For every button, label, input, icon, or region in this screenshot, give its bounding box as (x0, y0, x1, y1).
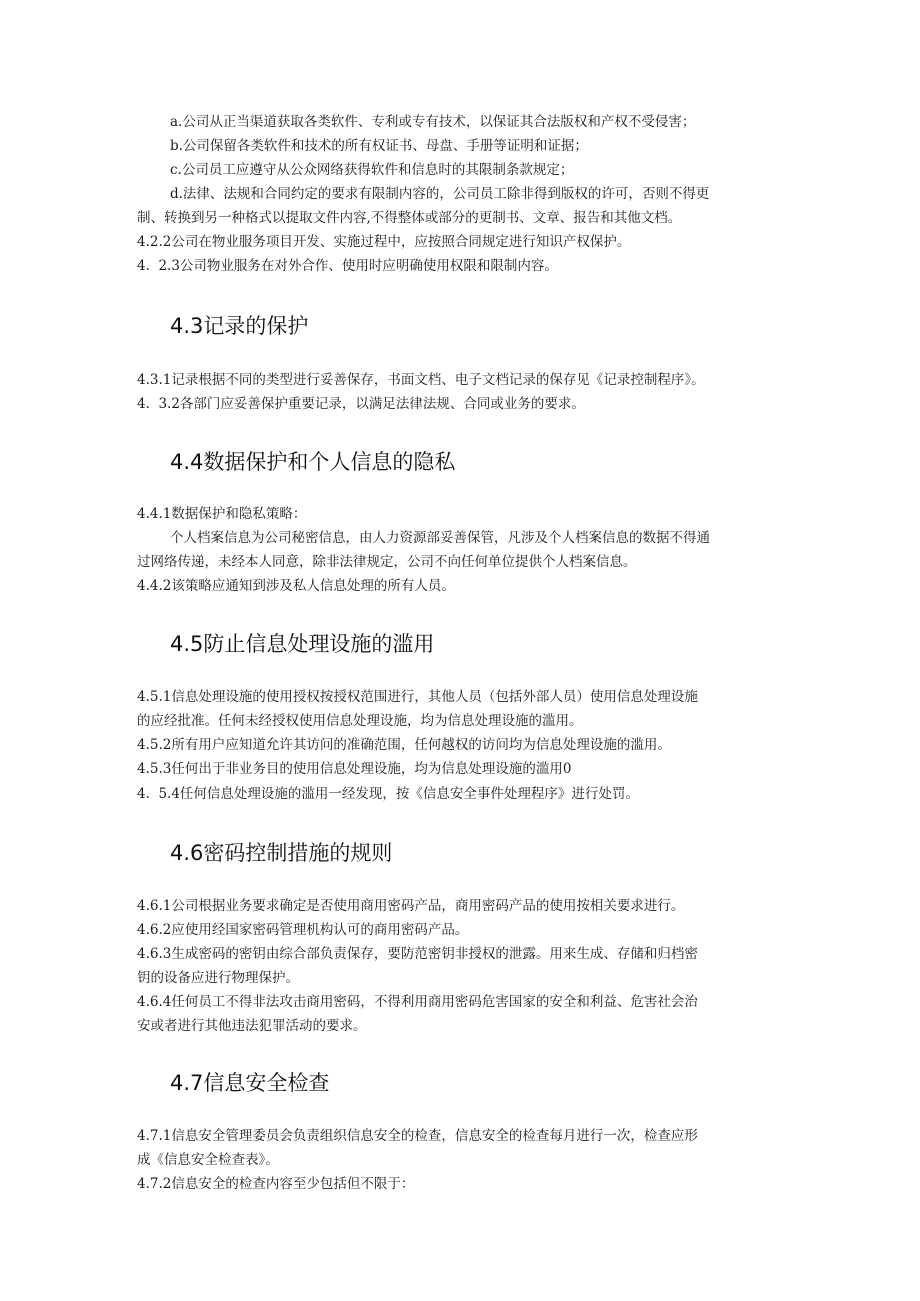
heading-4-4: 4.4数据保护和个人信息的隐私 (170, 450, 456, 474)
paragraph-4-7-2: 4.7.2信息安全的检查内容至少包括但不限于： (137, 1176, 415, 1192)
heading-4-5: 4.5防止信息处理设施的滥用 (170, 632, 435, 656)
paragraph-4-3-2: 4. 3.2各部门应妥善保护重要记录，以满足法律法规、合同或业务的要求。 (137, 396, 585, 412)
paragraph-4-5-4: 4. 5.4任何信息处理设施的滥用一经发现，按《信息安全事件处理程序》进行处罚。 (137, 786, 639, 802)
paragraph-4-2-1-d-line2: 制、转换到另一种格式以提取文件内容,不得整体或部分的更制书、文章、报告和其他文档。 (137, 210, 682, 226)
paragraph-4-7-1-line2: 成《信息安全检查表》。 (137, 1152, 279, 1168)
paragraph-4-5-1-line1: 4.5.1信息处理设施的使用授权按授权范围进行，其他人员（包括外部人员）使用信息处理设施 (137, 689, 698, 705)
paragraph-4-2-1-a: a.公司从正当渠道获取各类软件、专利或专有技术，以保证其合法版权和产权不受侵害； (170, 114, 696, 130)
paragraph-4-3-1: 4.3.1记录根据不同的类型进行妥善保存，书面文档、电子文档记录的保存见《记录控制程序》。 (137, 372, 705, 388)
paragraph-4-5-1-line2: 的应经批准。任何未经授权使用信息处理设施，均为信息处理设施的滥用。 (137, 713, 583, 729)
heading-4-3: 4.3记录的保护 (170, 314, 309, 338)
paragraph-4-6-3-line1: 4.6.3生成密码的密钥由综合部负责保存，要防范密钥非授权的泄露。用来生成、存储和归档密 (137, 946, 698, 962)
paragraph-4-6-4-line1: 4.6.4任何员工不得非法攻击商用密码，不得利用商用密码危害国家的安全和利益、危害社会治 (137, 994, 698, 1010)
paragraph-4-5-2: 4.5.2所有用户应知道允许其访问的准确范围，任何越权的访问均为信息处理设施的滥用。 (137, 737, 671, 753)
paragraph-4-2-1-c: c.公司员工应遵守从公众网络获得软件和信息时的其限制条款规定； (170, 162, 574, 178)
paragraph-4-4-1-body-line1: 个人档案信息为公司秘密信息，由人力资源部妥善保管，凡涉及个人档案信息的数据不得通 (170, 530, 710, 546)
paragraph-4-6-1: 4.6.1公司根据业务要求确定是否使用商用密码产品，商用密码产品的使用按相关要求进行。 (137, 898, 685, 914)
paragraph-4-7-1-line1: 4.7.1信息安全管理委员会负责组织信息安全的检查，信息安全的检查每月进行一次，检查应形 (137, 1128, 698, 1144)
paragraph-4-2-1-d-line1: d.法律、法规和合同约定的要求有限制内容的，公司员工除非得到版权的许可，否则不得更 (170, 186, 710, 202)
paragraph-4-4-1-body-line2: 过网络传递，未经本人同意，除非法律规定，公司不向任何单位提供个人档案信息。 (137, 554, 637, 570)
paragraph-4-2-3: 4. 2.3公司物业服务在对外合作、使用时应明确使用权限和限制内容。 (137, 258, 558, 274)
paragraph-4-5-3: 4.5.3任何出于非业务目的使用信息处理设施，均为信息处理设施的滥用0 (137, 761, 572, 777)
heading-4-7: 4.7信息安全检查 (170, 1071, 330, 1095)
paragraph-4-6-4-line2: 安或者进行其他违法犯罪活动的要求。 (137, 1018, 367, 1034)
paragraph-4-2-1-b: b.公司保留各类软件和技术的所有权证书、母盘、手册等证明和证据； (170, 138, 588, 154)
paragraph-4-6-2: 4.6.2应使用经国家密码管理机构认可的商用密码产品。 (137, 922, 469, 938)
paragraph-4-4-1: 4.4.1数据保护和隐私策略： (137, 506, 307, 522)
heading-4-6: 4.6密码控制措施的规则 (170, 841, 393, 865)
paragraph-4-6-3-line2: 钥的设备应进行物理保护。 (137, 970, 299, 986)
paragraph-4-2-2: 4.2.2公司在物业服务项目开发、实施过程中，应按照合同规定进行知识产权保护。 (137, 234, 631, 250)
paragraph-4-4-2: 4.4.2该策略应通知到涉及私人信息处理的所有人员。 (137, 578, 455, 594)
